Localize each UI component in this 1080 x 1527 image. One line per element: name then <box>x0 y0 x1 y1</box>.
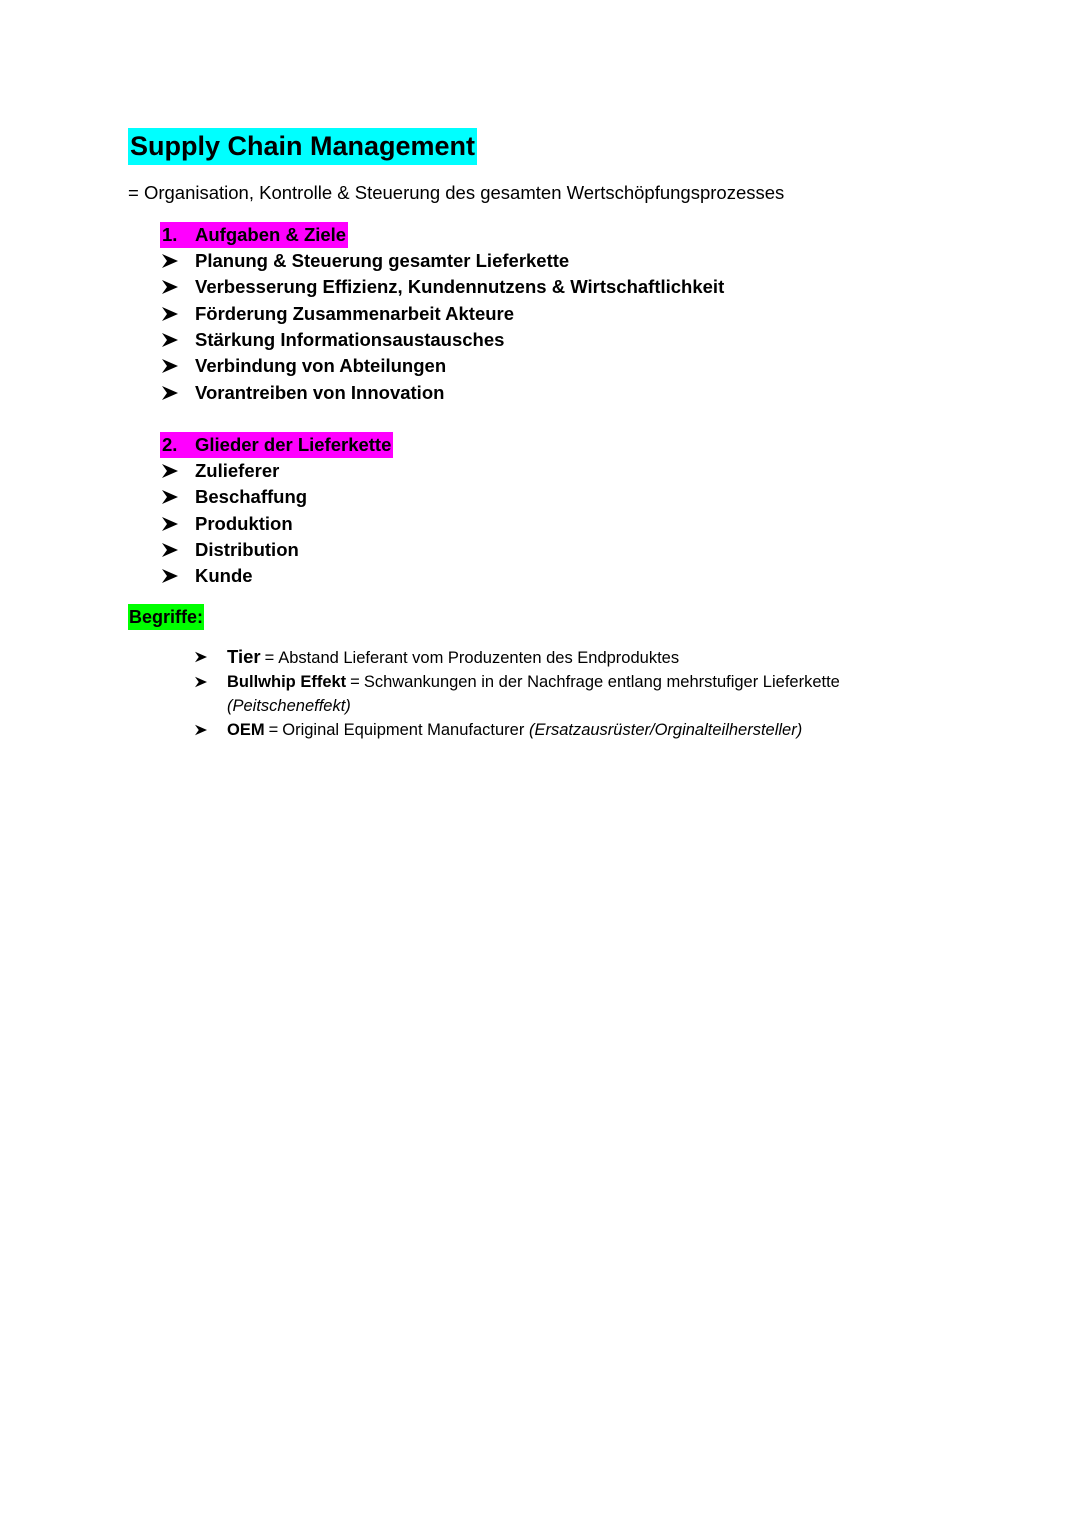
list-item <box>160 327 860 353</box>
term-note: (Peitscheneffekt) <box>227 697 351 715</box>
list-item <box>160 379 860 405</box>
term-separator: = <box>350 673 360 691</box>
term-name: OEM <box>227 721 265 739</box>
arrow-bullet-icon <box>161 332 179 348</box>
arrow-bullet-icon <box>194 676 208 688</box>
list-item <box>160 353 860 379</box>
list-item-text: Planung & Steuerung gesamter Lieferkette <box>195 250 570 272</box>
term-text <box>227 718 914 742</box>
section-heading <box>160 432 393 458</box>
term-definition: Original Equipment Manufacturer <box>282 721 525 739</box>
page-title: Supply Chain Management <box>128 128 477 165</box>
list-item-text: Beschaffung <box>195 486 308 508</box>
definition-text: = Organisation, Kontrolle & Steuerung des gesamten Wertschöpfungsprozesses <box>128 182 785 203</box>
arrow-bullet-icon <box>161 516 179 532</box>
term-text <box>227 670 914 718</box>
arrow-bullet-icon <box>161 568 179 584</box>
list-item-text: Förderung Zusammenarbeit Akteure <box>195 302 515 324</box>
list-item <box>160 458 860 484</box>
list-item-text: Zulieferer <box>195 460 280 482</box>
arrow-bullet-icon <box>161 542 179 558</box>
section-tasks-goals <box>160 222 860 406</box>
term-separator: = <box>264 649 275 667</box>
list-item-text: Vorantreiben von Innovation <box>195 381 445 403</box>
term-note: (Ersatzausrüster/Orginalteilhersteller) <box>528 721 803 739</box>
term-definition: Abstand Lieferant vom Produzenten des Endproduktes <box>278 649 680 667</box>
section-supply-chain-links <box>160 432 860 589</box>
list-item <box>160 301 860 327</box>
arrow-bullet-icon <box>161 463 179 479</box>
list-item <box>160 563 860 589</box>
list-item-text: Stärkung Informationsaustausches <box>195 329 505 351</box>
section-heading <box>160 222 348 248</box>
term-text <box>227 645 914 670</box>
list-item <box>160 248 860 274</box>
arrow-bullet-icon <box>161 279 179 295</box>
list-item <box>160 511 860 537</box>
term-item <box>194 645 914 670</box>
arrow-bullet-icon <box>194 651 208 663</box>
arrow-bullet-icon <box>161 306 179 322</box>
section-heading-text: Glieder der Lieferkette <box>195 434 392 455</box>
term-separator: = <box>268 721 279 739</box>
section-heading-text: Aufgaben & Ziele <box>195 224 347 245</box>
arrow-bullet-icon <box>161 358 179 374</box>
list-item-text: Kunde <box>195 565 253 587</box>
list-item <box>160 537 860 563</box>
list-item-text: Produktion <box>195 512 293 534</box>
section-number: 1. <box>162 224 178 245</box>
arrow-bullet-icon <box>161 253 179 269</box>
term-item <box>194 670 914 718</box>
arrow-bullet-icon <box>161 489 179 505</box>
list-item-text: Verbesserung Effizienz, Kundennutzens & Wirtschaftlichkeit <box>195 276 725 298</box>
term-item <box>194 718 914 742</box>
list-item-text: Verbindung von Abteilungen <box>195 355 447 377</box>
list-item-text: Distribution <box>195 539 299 561</box>
terms-list <box>194 645 914 742</box>
arrow-bullet-icon <box>161 385 179 401</box>
term-definition: Schwankungen in der Nachfrage entlang mehrstufiger Lieferkette <box>363 673 840 691</box>
arrow-bullet-icon <box>194 724 208 736</box>
term-name: Tier <box>227 646 261 667</box>
list-item <box>160 274 860 300</box>
term-name: Bullwhip Effekt <box>227 673 347 691</box>
list-item <box>160 484 860 510</box>
section-number: 2. <box>162 434 178 455</box>
terms-label: Begriffe: <box>128 604 204 630</box>
